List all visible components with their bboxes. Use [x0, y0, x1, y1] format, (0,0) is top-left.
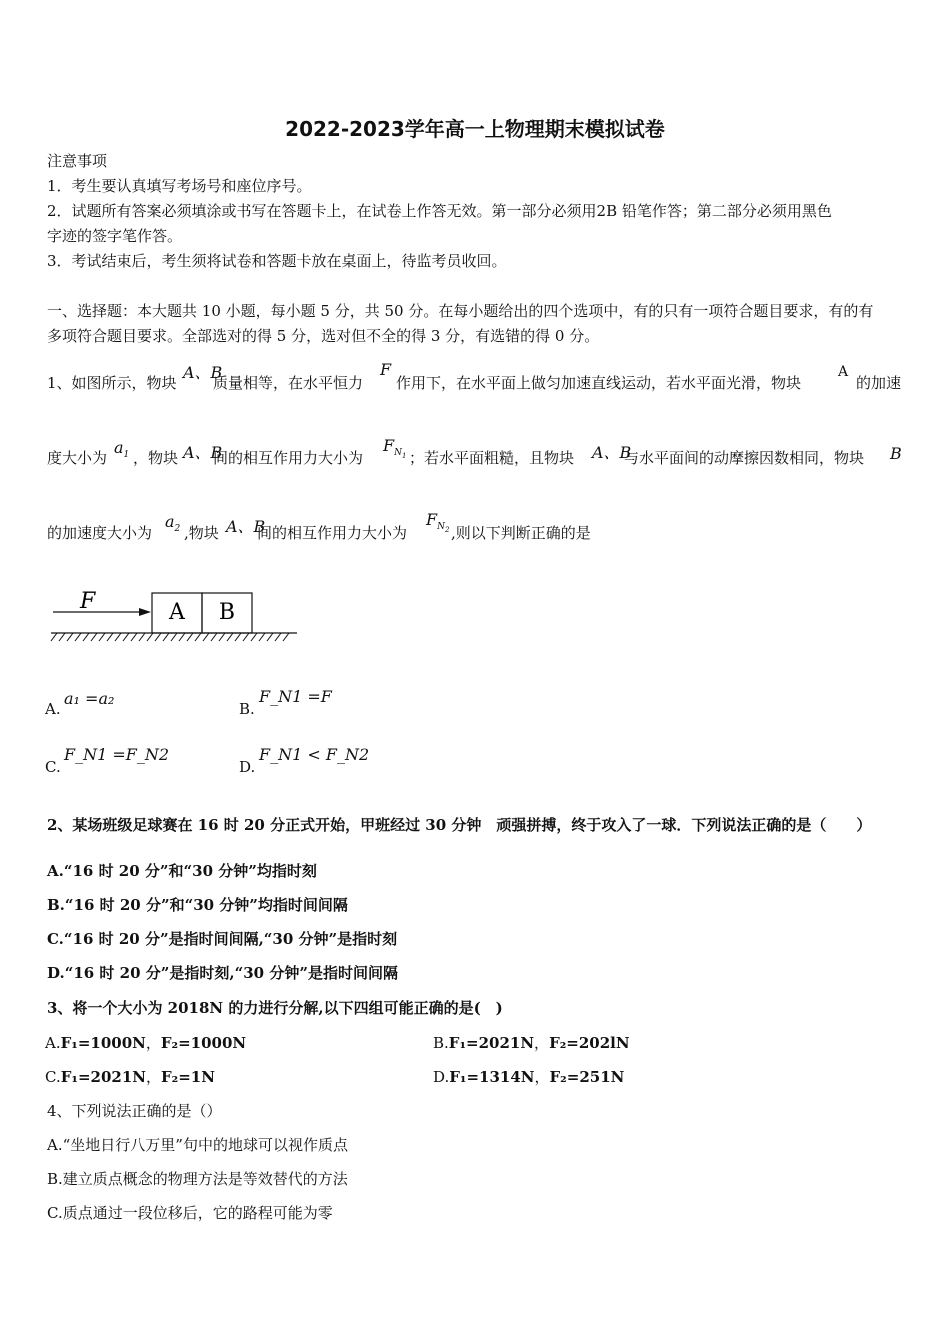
block-a-label: A — [169, 600, 185, 625]
option-d-expr: F_N1 < F_N2 — [259, 745, 370, 764]
arrow-head — [139, 608, 151, 616]
page-title: 2022-2023学年高一上物理期末模拟试卷 — [285, 117, 665, 141]
q3-option-c: C.F₁=2021N，F₂=1N — [45, 1068, 215, 1086]
hatch-mark — [187, 633, 193, 641]
hatch-mark — [91, 633, 97, 641]
q1-symbol-ab: A、B — [226, 517, 266, 536]
q1-line1 — [47, 372, 177, 393]
q1-symbol-fn2: $F_{N_2}$ — [426, 510, 450, 534]
hatch-mark — [203, 633, 209, 641]
q1-symbol-ab: A、B — [183, 443, 223, 462]
hatch-mark — [259, 633, 265, 641]
block-b-label: B — [218, 600, 236, 625]
q1-symbol-ab: A、B — [183, 363, 223, 382]
hatch-mark — [51, 633, 57, 641]
notice-heading: 注意事项 — [47, 152, 108, 170]
hatch-mark — [195, 633, 201, 641]
hatch-mark — [235, 633, 241, 641]
hatch-mark — [171, 633, 177, 641]
hatch-mark — [267, 633, 273, 641]
q3-option-d: D.F₁=1314N，F₂=251N — [433, 1068, 625, 1086]
notice-item: 2．试题所有答案必须填涂或书写在答题卡上，在试卷上作答无效。第一部分必须用2B 铅笔作答；第二部分必须用黑色 — [47, 202, 832, 220]
q1-symbol-a2: $a_2$ — [165, 512, 181, 535]
hatch-mark — [163, 633, 169, 641]
q1-text: 质量相等，在水平恒力 — [213, 374, 364, 392]
q1-text: ；若水平面粗糙，且物块 — [409, 449, 575, 467]
hatch-mark — [67, 633, 73, 641]
q1-symbol-f: F — [380, 360, 392, 379]
q1-symbol-fn1: $F_{N_1}$ — [383, 436, 407, 460]
force-label: F — [80, 589, 96, 614]
q1-text: 与水平面间的动摩擦因数相同，物块 — [624, 449, 865, 467]
q1-text: 的加速度大小为 — [47, 524, 153, 542]
option-letter: C. — [45, 758, 61, 776]
q3-stem: 3、将一个大小为 2018N 的力进行分解,以下四组可能正确的是( ) — [47, 999, 503, 1017]
q1-text: ,则以下判断正确的是 — [451, 524, 591, 542]
q2-option: A.“16 时 20 分”和“30 分钟”均指时刻 — [47, 862, 317, 880]
hatch-mark — [99, 633, 105, 641]
section-intro: 一、选择题：本大题共 10 小题，每小题 5 分，共 50 分。在每小题给出的四个选项中，有的只有一项符合题目要求，有的有 — [47, 302, 874, 320]
q3-option-b: B.F₁=2021N，F₂=202lN — [433, 1034, 630, 1052]
hatch-mark — [83, 633, 89, 641]
ground-hatching — [51, 633, 289, 641]
q1-symbol-b: B — [890, 444, 902, 463]
q2-stem: 2、某场班级足球赛在 16 时 20 分正式开始，甲班经过 30 分钟 顽强拼搏，终于攻入了一球．下列说法正确的是（ ） — [47, 816, 872, 834]
hatch-mark — [59, 633, 65, 641]
option-a-expr: a₁ =a₂ — [64, 689, 115, 708]
q4-stem: 4、下列说法正确的是（） — [47, 1102, 222, 1120]
q1-text: ，物块 — [133, 449, 179, 467]
q4-option: A.“坐地日行八万里”句中的地球可以视作质点 — [47, 1136, 348, 1154]
option-b-expr: F_N1 =F — [259, 687, 332, 706]
q2-option: B.“16 时 20 分”和“30 分钟”均指时间间隔 — [47, 896, 348, 914]
hatch-mark — [147, 633, 153, 641]
hatch-mark — [131, 633, 137, 641]
notice-item: 3．考试结束后，考生须将试卷和答题卡放在桌面上，待监考员收回。 — [47, 252, 507, 270]
q1-text: ,物块 — [184, 524, 219, 542]
q1-figure — [45, 585, 305, 647]
q1-text: 作用下，在水平面上做匀加速直线运动，若水平面光滑，物块 — [396, 374, 802, 392]
hatch-mark — [275, 633, 281, 641]
q1-symbol-a1: $a_1$ — [114, 438, 130, 461]
hatch-mark — [251, 633, 257, 641]
hatch-mark — [243, 633, 249, 641]
option-letter: A. — [45, 700, 61, 718]
q1-symbol-a: A — [838, 364, 849, 380]
q1-text: 的加速 — [856, 374, 902, 392]
q2-option: C.“16 时 20 分”是指时间间隔,“30 分钟”是指时刻 — [47, 930, 398, 948]
hatch-mark — [155, 633, 161, 641]
hatch-mark — [107, 633, 113, 641]
section-intro: 多项符合题目要求。全部选对的得 5 分，选对但不全的得 3 分，有选错的得 0 分。 — [47, 327, 600, 345]
hatch-mark — [115, 633, 121, 641]
hatch-mark — [227, 633, 233, 641]
notice-item: 1．考生要认真填写考场号和座位序号。 — [47, 177, 312, 195]
hatch-mark — [179, 633, 185, 641]
q1-text: 间的相互作用力大小为 — [257, 524, 408, 542]
option-c-expr: F_N1 =F_N2 — [64, 745, 170, 764]
q1-text: 1、如图所示，物块 — [47, 374, 177, 392]
hatch-mark — [219, 633, 225, 641]
q4-option: C.质点通过一段位移后，它的路程可能为零 — [47, 1204, 333, 1222]
q3-option-a: A.F₁=1000N，F₂=1000N — [45, 1034, 247, 1052]
q2-option: D.“16 时 20 分”是指时刻,“30 分钟”是指时间间隔 — [47, 964, 398, 982]
hatch-mark — [211, 633, 217, 641]
q1-text: 间的相互作用力大小为 — [213, 449, 364, 467]
option-letter: D. — [239, 758, 256, 776]
q1-symbol-ab: A、B — [592, 443, 632, 462]
option-letter: B. — [239, 700, 255, 718]
hatch-mark — [283, 633, 289, 641]
hatch-mark — [75, 633, 81, 641]
notice-item: 字迹的签字笔作答。 — [47, 227, 183, 245]
hatch-mark — [123, 633, 129, 641]
q1-text: 度大小为 — [47, 449, 108, 467]
hatch-mark — [139, 633, 145, 641]
q4-option: B.建立质点概念的物理方法是等效替代的方法 — [47, 1170, 348, 1188]
